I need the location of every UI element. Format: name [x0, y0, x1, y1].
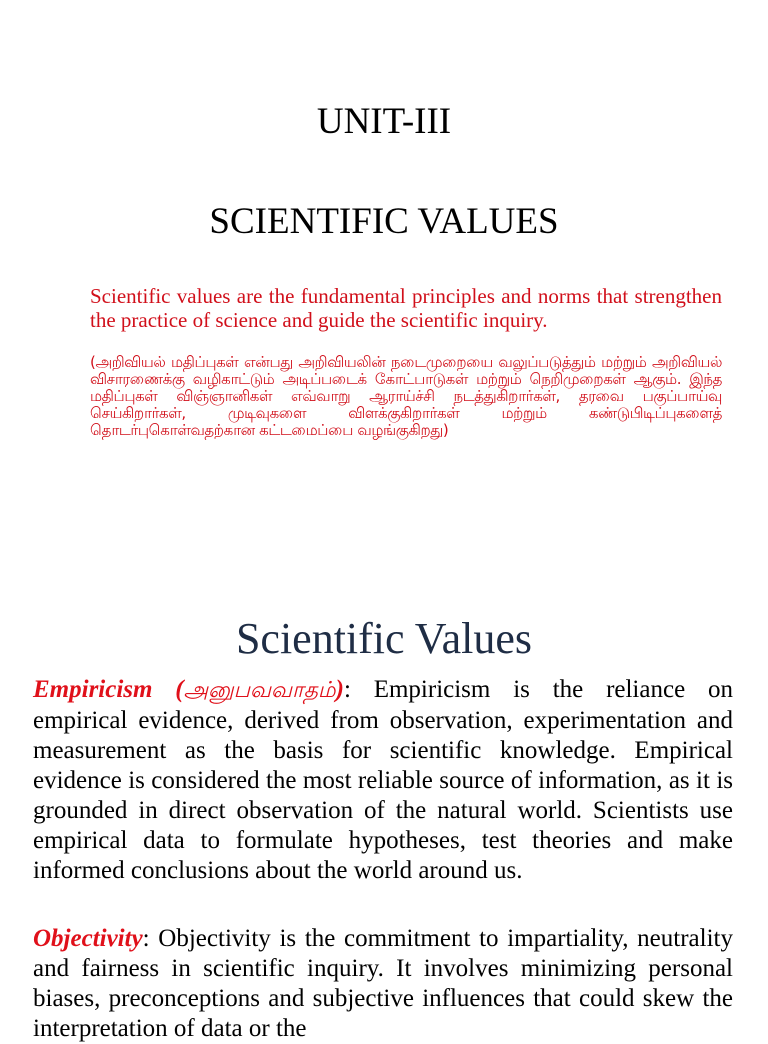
term-empiricism-close: ): [335, 676, 344, 703]
intro-tamil: (அறிவியல் மதிப்புகள் என்பது அறிவியலின் நடைமுறையை வலுப்படுத்தும் மற்றும் அறிவியல் விசாரணைக்கு வழிகாட்டும் அடிப்படைக் கோட்பாடுகள் மற்றும் நெறிமுறைகள் ஆகும். இந்த மதிப்புகள் விஞ்ஞானிகள் எவ்வாறு ஆராய்ச்சி நடத்துகிறார்கள், தரவை பகுப்பாய்வு செய்கிறார்கள், முடிவுகளை விளக்குகிறார்கள் மற்றும் கண்டுபிடிப்புகளைத் தொடர்புகொள்வதற்கான கட்டமைப்பை வழங்குகிறது): [90, 353, 722, 439]
slide-scientific-values: [0, 600, 768, 1042]
term-empiricism: [33, 676, 344, 703]
objectivity-text: : Objectivity is the commitment to impartiality, neutrality and fairness in scientific inquiry. It involves minimizing personal biases, preconceptions and subjective influences that could skew the interpretation of data or the: [33, 925, 733, 1042]
main-title: SCIENTIFIC VALUES: [209, 201, 559, 242]
unit-title: UNIT-III: [316, 101, 452, 142]
term-objectivity: Objectivity: [33, 925, 143, 952]
term-empiricism-ta: அனுபவவாதம்: [183, 678, 336, 703]
paragraph-empiricism: [33, 675, 733, 886]
paragraph-objectivity: [33, 924, 733, 1044]
term-empiricism-en: Empiricism (: [33, 676, 184, 703]
empiricism-text: : Empiricism is the reliance on empirical evidence, derived from observation, experimentation and measurement as the basis for scientific knowledge. Empirical evidence is considered the most reliable source of information, as it is grounded in direct observation of the natural world. Scientists use empirical data to formulate hypotheses, test theories and make informed conclusions about the world around us.: [33, 676, 733, 884]
section-title: Scientific Values: [235, 614, 533, 663]
intro-english: Scientific values are the fundamental principles and norms that strengthen the practice of science and guide the scientific inquiry.: [90, 284, 722, 332]
